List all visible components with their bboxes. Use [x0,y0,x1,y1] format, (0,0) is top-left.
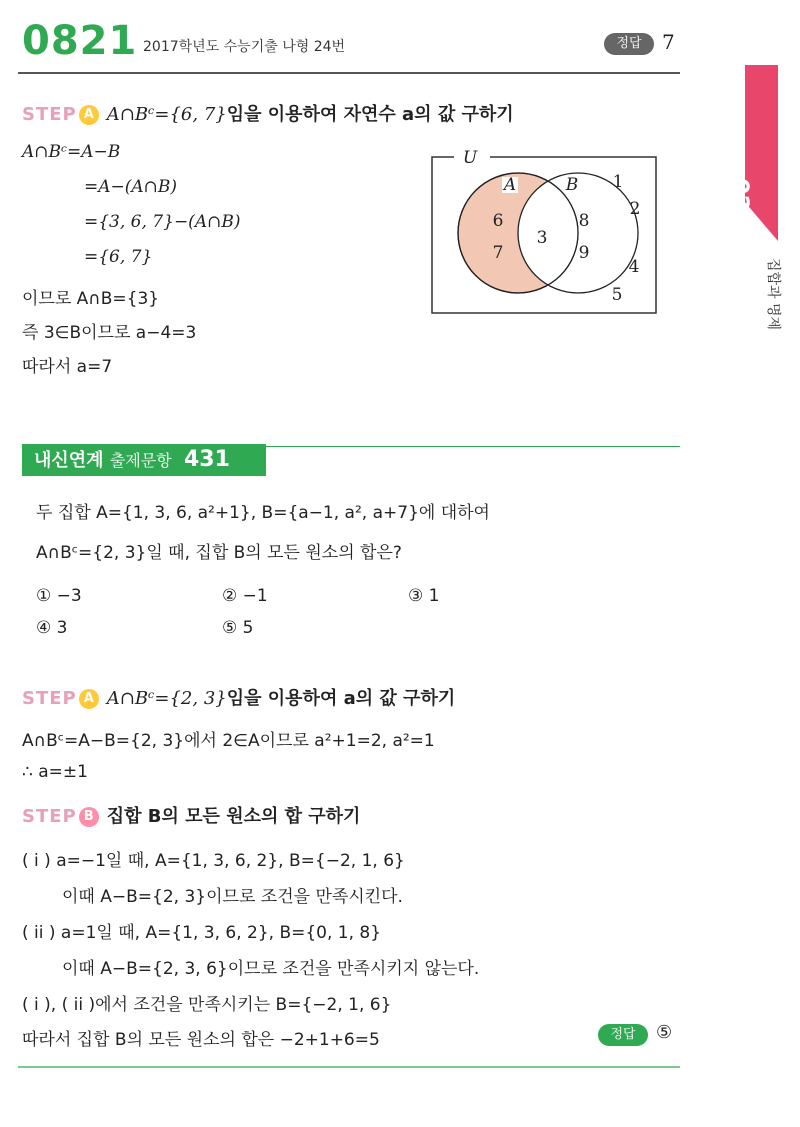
answer-badge: 정답 [604,33,654,55]
step-letter-badge: B [79,807,99,827]
venn-element: 4 [628,257,640,277]
choice-3[interactable]: ③ 1 [408,586,440,606]
chapter-tab[interactable] [745,65,778,241]
choice-1[interactable]: ① −3 [36,586,82,606]
chapter-tab-title: 집합과 명제 [765,258,781,331]
solution-line: ( ii ) a=1일 때, A={1, 3, 6, 2}, B={0, 1, 8} [22,923,382,943]
solution-line: ( i ) a=−1일 때, A={1, 3, 6, 2}, B={−2, 1, 6} [22,851,405,871]
header-divider [18,72,680,74]
venn-element: 8 [578,211,590,231]
final-answer-badge: 정답 [598,1024,648,1046]
venn-element: 2 [629,199,641,219]
step-label: STEP [22,104,77,125]
step-text: 임을 이용하여 자연수 a의 값 구하기 [226,104,514,125]
step-text: 임을 이용하여 a의 값 구하기 [226,688,456,709]
solution-line: 따라서 a=7 [22,357,113,377]
solution-line: ={6, 7} [84,247,153,267]
related-problem-banner [22,444,266,476]
related-prefix: 내신연계 [34,450,104,471]
venn-element: 6 [492,211,504,231]
related-divider [266,446,680,447]
solution-line: ={3, 6, 7}−(A∩B) [84,212,241,232]
solution-line: ∴ a=±1 [22,762,88,782]
problem-line: A∩Bᶜ={2, 3}일 때, 집합 B의 모든 원소의 합은? [36,543,402,563]
venn-element: 1 [612,172,624,192]
step-b-heading [22,802,360,828]
universe-label: U [462,150,478,168]
solution-line: ( i ), ( ii )에서 조건을 만족시키는 B={−2, 1, 6} [22,995,392,1015]
venn-diagram [430,150,660,320]
step-formula: A∩Bᶜ={2, 3} [106,688,227,709]
solution-line: 즉 3∈B이므로 a−4=3 [22,323,197,343]
venn-element: 9 [578,243,590,263]
set-a-label: A [503,175,517,195]
solution-line: 따라서 집합 B의 모든 원소의 합은 −2+1+6=5 [22,1030,380,1050]
question-number: 0821 [22,18,138,64]
solution-line: =A−(A∩B) [84,177,178,197]
answer-value: 7 [662,30,675,54]
related-title: 출제문항 [109,451,172,470]
step-letter-badge: A [79,689,99,709]
problem-line: 두 집합 A={1, 3, 6, a²+1}, B={a−1, a², a+7}에 대하여 [36,503,490,523]
related-number: 431 [183,447,230,472]
venn-element: 7 [492,243,504,263]
set-b-label: B [565,175,579,195]
choice-2[interactable]: ② −1 [222,586,268,606]
solution-line: 이때 A−B={2, 3, 6}이므로 조건을 만족시키지 않는다. [62,959,480,979]
choice-4[interactable]: ④ 3 [36,618,68,638]
step-a-heading [22,684,455,710]
step-formula: A∩Bᶜ={6, 7} [106,104,227,125]
solution-line: A∩Bᶜ=A−B [22,142,121,162]
solution-line: 이때 A−B={2, 3}이므로 조건을 만족시킨다. [62,887,403,907]
venn-element: 3 [536,228,548,248]
step-label: STEP [22,688,77,709]
chapter-tab-number: 02 [726,178,754,212]
question-source: 2017학년도 수능기출 나형 24번 [143,39,346,55]
final-answer-value: ⑤ [656,1022,673,1043]
step-text: 집합 B의 모든 원소의 합 구하기 [106,806,361,827]
venn-element: 5 [611,285,623,305]
step-a-heading [22,100,514,126]
step-label: STEP [22,806,77,827]
solution-line: A∩Bᶜ=A−B={2, 3}에서 2∈A이므로 a²+1=2, a²=1 [22,731,435,751]
choice-5[interactable]: ⑤ 5 [222,618,254,638]
step-letter-badge: A [79,105,99,125]
solution-line: 이므로 A∩B={3} [22,289,160,309]
footer-divider [18,1066,680,1068]
